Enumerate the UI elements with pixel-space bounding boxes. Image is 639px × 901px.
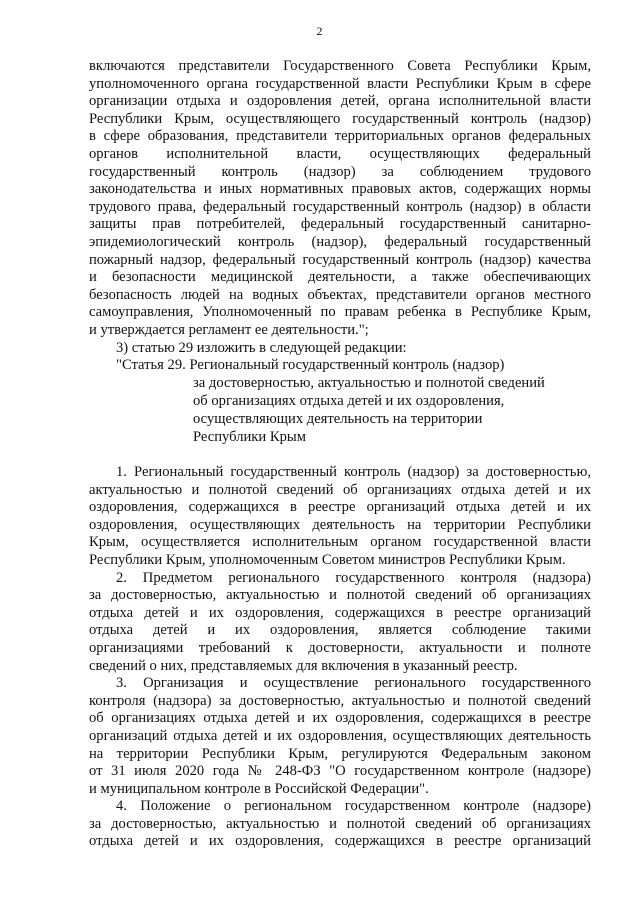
text-line: оздоровления, содержащихся в реестре организаций отдыха детей и их [89,499,591,516]
text-line: 2. Предметом регионального государственного контроля (надзора) [116,569,591,586]
text-line: 1. Региональный государственный контроль (надзор) за достоверностью, [116,464,591,480]
text-line: об организациях отдыха детей и их оздоровления, содержащихся в реестре [89,710,591,727]
page-number: 2 [316,24,323,38]
amendment-item-3: 3) статью 29 изложить в следующей редакции: [116,339,407,356]
text-line: 3. Организация и осуществление регионального государственного [116,675,591,692]
text-line: актуальностью и полнотой сведений об организациях отдыха детей и их [89,481,591,498]
article-title-line: Республики Крым [193,429,306,445]
text-line: государственный контроль (надзор) за соблюдением трудового [89,163,591,180]
text-line: и муниципальном контроле в Российской Федерации". [89,780,429,797]
text-line: оздоровления, осуществляющих деятельность на территории Республики [89,516,591,533]
text-line: организаций отдыха детей и их оздоровления, осуществляющих деятельность [89,727,591,744]
text-line: органов исполнительной власти, осуществляющих федеральный [89,145,591,162]
text-line: Крым, осуществляется исполнительным органом государственной власти [89,534,591,551]
text-line: сведений о них, представляемых для включения в указанный реестр. [89,657,518,674]
text-line: трудового права, федеральный государственный контроль (надзор) в области [89,198,591,215]
text-line: 4. Положение о региональном государственном контроле (надзоре) [116,798,591,815]
article-heading: "Статья 29. Региональный государственный контроль (надзор) [116,357,505,373]
text-line: самоуправления, Уполномоченный по правам ребенка в Республике Крым, [89,304,591,321]
text-line: за достоверностью, актуальностью и полнотой сведений об организациях [89,815,591,832]
text-line: Республики Крым, уполномоченным Советом министров Республики Крым. [89,551,566,568]
article-title-line: об организациях отдыха детей и их оздоровления, [193,393,505,409]
text-line: в сфере образования, представители территориальных органов федеральных [89,128,591,145]
text-line: защиты прав потребителей, федеральный государственный санитарно- [89,216,591,233]
text-line: отдыха детей и их оздоровления, содержащихся в реестре организаций [89,604,591,621]
text-line: организации отдыха и оздоровления детей, органа исполнительной власти [89,93,591,110]
text-line: эпидемиологический контроль (надзор), федеральный государственный [89,233,591,250]
text-line: и утверждается регламент ее деятельности."; [89,321,369,338]
text-line: и безопасности медицинской деятельности, а также обеспечивающих [89,269,591,286]
text-line: отдыха детей и их оздоровления, содержащихся в реестре организаций [89,833,591,850]
text-line: включаются представители Государственного Совета Республики Крым, [89,58,591,74]
text-line: уполномоченного органа государственной власти Республики Крым в сфере [89,75,591,92]
article-title-line: осуществляющих деятельность на территории [193,411,483,427]
article-body [89,464,591,851]
text-line: законодательства и иных нормативных правовых актов, содержащих нормы [89,181,591,198]
text-line: организациями требований к достоверности, актуальности и полноте [89,639,591,656]
text-line: контроля (надзора) за достоверностью, актуальностью и полнотой сведений [89,692,591,709]
article-title-line: за достоверностью, актуальностью и полнотой сведений [193,375,545,391]
text-line: за достоверностью, актуальностью и полнотой сведений об организациях [89,587,591,604]
text-line: от 31 июля 2020 года № 248-ФЗ "О государственном контроле (надзоре) [89,763,591,780]
text-line: пожарный надзор, федеральный государственный контроль (надзор) качества [89,251,591,268]
text-line: безопасность людей на водных объектах, представители органов местного [89,286,591,303]
text-line: отдыха детей и их оздоровления, является соблюдение такими [89,622,591,639]
intro-paragraph [89,58,591,357]
text-line: Республики Крым, осуществляющего государственный контроль (надзор) [89,110,591,127]
text-line: на территории Республики Крым, регулируются Федеральным законом [89,745,591,762]
